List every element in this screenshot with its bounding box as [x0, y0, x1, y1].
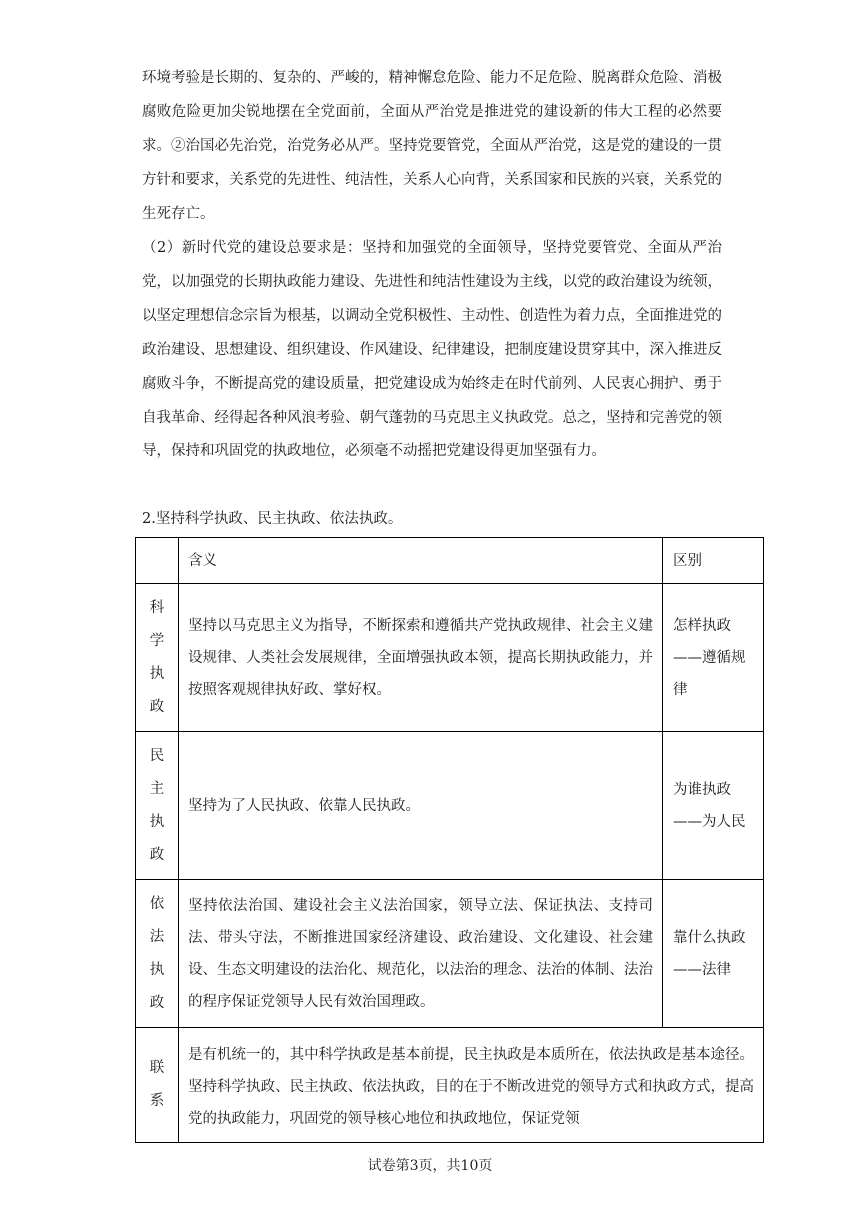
row-label-cell [136, 732, 179, 880]
row-difference-cell: 靠什么执政——法律 [663, 880, 764, 1028]
row-label-char: 执 [149, 961, 165, 978]
row-label-char: 执 [149, 665, 165, 682]
table-row-relationship [136, 1028, 764, 1143]
row-label-char: 政 [149, 846, 165, 863]
row-difference-cell: 怎样执政——遵循规律 [663, 584, 764, 732]
row-label-char: 法 [149, 928, 165, 945]
row-label-char: 联 [149, 1060, 165, 1076]
row-meaning-cell: 坚持依法治国、建设社会主义法治国家，领导立法、保证执法、支持司法、带头守法，不断推进国家经济建设、政治建设、文化建设、社会建设、生态文明建设的法治化、规范化，以法治的理念、法治的体制、法治的程序保证党领导人民有效治国理政。 [179, 880, 663, 1028]
table-row-rule-of-law [136, 880, 764, 1028]
paragraph-party-building-requirements: （2）新时代党的建设总要求是：坚持和加强党的全面领导，坚持党要管党、全面从严治党，以加强党的长期执政能力建设、先进性和纯洁性建设为主线，以党的政治建设为统领，以坚定理想信念宗旨为根基，以调动全党积极性、主动性、创造性为着力点，全面推进党的政治建设、思想建设、组织建设、作风建设、纪律建设，把制度建设贯穿其中，深入推进反腐败斗争，不断提高党的建设质量，把党建设成为始终走在时代前列、人民衷心拥护、勇于自我革命、经得起各种风浪考验、朝气蓬勃的马克思主义执政党。总之，坚持和完善党的领导，保持和巩固党的执政地位，必须毫不动摇把党建设得更加坚强有力。 [142, 240, 722, 460]
table-header-row [136, 538, 764, 584]
table-row-scientific [136, 584, 764, 732]
row-label-char: 依 [149, 895, 165, 912]
row-label-cell [136, 880, 179, 1028]
row-label-cell [136, 584, 179, 732]
row-label-char: 学 [149, 632, 165, 649]
row-label-char: 民 [149, 747, 165, 764]
table-row-democratic [136, 732, 764, 880]
header-blank-cell [136, 538, 179, 584]
row-label-char: 科 [149, 599, 165, 616]
header-meaning-cell: 含义 [179, 538, 663, 584]
row-difference-cell: 为谁执政——为人民 [663, 732, 764, 880]
row-label-char: 主 [149, 780, 165, 797]
row-label-char: 政 [149, 698, 165, 715]
row-label-char: 系 [149, 1093, 165, 1109]
page-footer: 试卷第3页，共10页 [367, 1158, 493, 1174]
row-meaning-cell: 坚持以马克思主义为指导，不断探索和遵循共产党执政规律、社会主义建设规律、人类社会发展规律，全面增强执政本领，提高长期执政能力，并按照客观规律执好政、掌好权。 [179, 584, 663, 732]
relationship-content-cell: 是有机统一的，其中科学执政是基本前提，民主执政是本质所在，依法执政是基本途径。坚持科学执政、民主执政、依法执政，目的在于不断改进党的领导方式和执政方式，提高党的执政能力，巩固党的领导核心地位和执政地位，保证党领 [179, 1028, 764, 1143]
row-label-char: 执 [149, 813, 165, 830]
governance-comparison-table [135, 537, 764, 1143]
row-label-cell [136, 1028, 179, 1143]
paragraph-continued: 环境考验是长期的、复杂的、严峻的，精神懈怠危险、能力不足危险、脱离群众危险、消极腐败危险更加尖锐地摆在全党面前，全面从严治党是推进党的建设新的伟大工程的必然要求。②治国必先治党，治党务必从严。坚持党要管党，全面从严治党，这是党的建设的一贯方针和要求，关系党的先进性、纯洁性，关系人心向背，关系国家和民族的兴衰，关系党的生死存亡。 [142, 70, 722, 222]
section-heading: 2.坚持科学执政、民主执政、依法执政。 [142, 511, 403, 527]
header-difference-cell: 区别 [663, 538, 764, 584]
row-meaning-cell: 坚持为了人民执政、依靠人民执政。 [179, 732, 663, 880]
row-label-char: 政 [149, 994, 165, 1011]
